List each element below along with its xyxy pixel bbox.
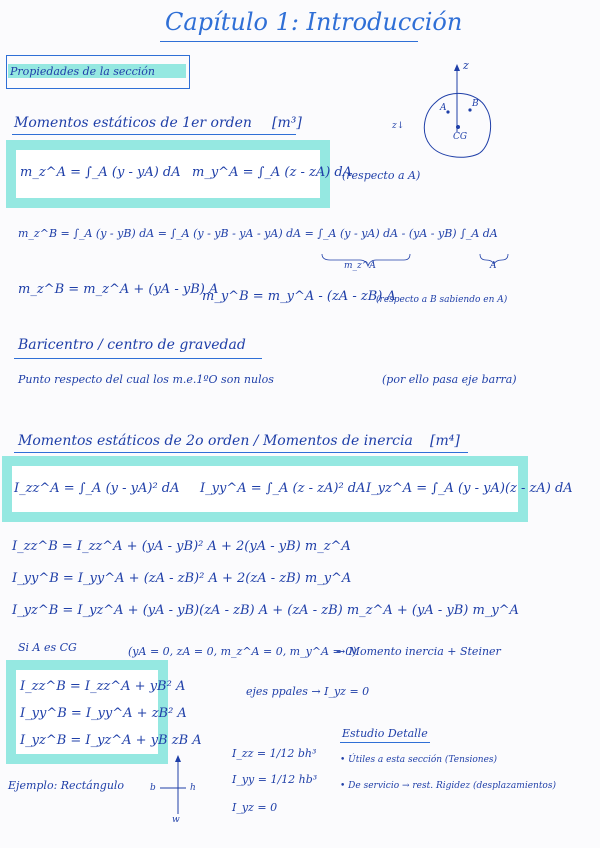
- further-study-heading: Estudio Detalle: [342, 727, 428, 740]
- static-moments-units: [m³]: [272, 115, 302, 131]
- static-moments-heading: Momentos estáticos de 1er orden: [14, 115, 252, 131]
- derivation: m_z^B = ∫_A (y - yB) dA = ∫_A (y - yB - yA - yA) dA = ∫_A (y - yA) dA - (yA - yB) ∫_A dA: [18, 227, 498, 240]
- inertia-underline: [14, 452, 468, 453]
- principal-axes-note: ejes ppales → I_yz = 0: [246, 685, 370, 698]
- formula-iyz-a: I_yz^A = ∫_A (y - yA)(z - zA) dA: [366, 481, 573, 496]
- example-iyy: I_yy = 1/12 hb³: [232, 773, 318, 786]
- underbrace-mz: m_z^A: [344, 261, 376, 271]
- example-iyz: I_yz = 0: [232, 801, 278, 814]
- formula-izz-a: I_zz^A = ∫_A (y - yA)² dA: [14, 481, 180, 496]
- centroid-note: (por ello pasa eje barra): [382, 373, 517, 386]
- badge-label: Propiedades de la sección: [10, 65, 155, 78]
- boxed-iyy: I_yy^B = I_yy^A + zB² A: [20, 706, 187, 721]
- point-cg-dot: [456, 125, 460, 129]
- steiner-zz: I_zz^B = I_zz^A + (yA - yB)² A + 2(yA - yB) m_z^A: [12, 539, 351, 554]
- page-title: Capítulo 1: Introducción: [165, 8, 463, 36]
- result-note: (respecto a B sabiendo en A): [376, 295, 508, 305]
- inertia-heading: Momentos estáticos de 2o orden / Momentos de inercia: [18, 433, 413, 449]
- diagram-label-b: B: [472, 99, 479, 109]
- example-axis-arrow: [175, 755, 181, 762]
- boxed-izz: I_zz^B = I_zz^A + yB² A: [20, 679, 186, 694]
- further-study-underline: [340, 742, 430, 743]
- further-study-item-1: • Útiles a esta sección (Tensiones): [340, 755, 498, 765]
- boxed-iyz: I_yz^B = I_yz^A + yB zB A: [20, 733, 202, 748]
- result-my-b: m_y^B = m_y^A - (zA - zB) A: [202, 289, 396, 304]
- formula-iyy-a: I_yy^A = ∫_A (z - zA)² dA: [200, 481, 366, 496]
- underbrace-area: A: [490, 261, 497, 271]
- diagram-label-zy: z↓: [392, 121, 405, 131]
- result-mz-b: m_z^B = m_z^A + (yA - yB) A: [18, 282, 219, 297]
- static-moments-underline: [12, 134, 296, 135]
- centroid-underline: [14, 358, 262, 359]
- formula-my-a: m_y^A = ∫_A (z - zA) dA: [192, 165, 353, 180]
- steiner-yy: I_yy^B = I_yy^A + (zA - zB)² A + 2(zA - zB) m_y^A: [12, 571, 352, 586]
- cg-conditions: (yA = 0, zA = 0, m_z^A = 0, m_y^A = 0): [128, 645, 357, 658]
- example-axis-h: h: [190, 783, 196, 793]
- if-cg-label: Si A es CG: [18, 641, 77, 654]
- example-axis-b: b: [150, 783, 156, 793]
- steiner-arrow-text: → Momento inercia + Steiner: [336, 645, 501, 658]
- section-outline: [424, 93, 490, 157]
- centroid-text: Punto respecto del cual los m.e.1ºO son nulos: [18, 373, 274, 386]
- steiner-yz: I_yz^B = I_yz^A + (yA - yB)(zA - zB) A + (zA - zB) m_z^A + (yA - yB) m_y^A: [12, 603, 519, 618]
- centroid-heading: Baricentro / centro de gravedad: [18, 337, 246, 353]
- diagram-label-cg: CG: [453, 132, 468, 142]
- example-label: Ejemplo: Rectángulo: [8, 779, 125, 792]
- further-study-item-2: • De servicio → rest. Rigidez (desplazamientos): [340, 781, 556, 791]
- static-moments-note: (respecto a A): [342, 169, 421, 182]
- formula-mz-a: m_z^A = ∫_A (y - yA) dA: [20, 165, 181, 180]
- title-underline: [160, 41, 418, 42]
- z-axis-arrow: [454, 64, 460, 71]
- diagram-label-a: A: [440, 103, 447, 113]
- diagram-label-z: z: [463, 59, 469, 72]
- example-axis-w: w: [172, 815, 180, 825]
- inertia-units: [m⁴]: [430, 433, 460, 449]
- example-izz: I_zz = 1/12 bh³: [232, 747, 317, 760]
